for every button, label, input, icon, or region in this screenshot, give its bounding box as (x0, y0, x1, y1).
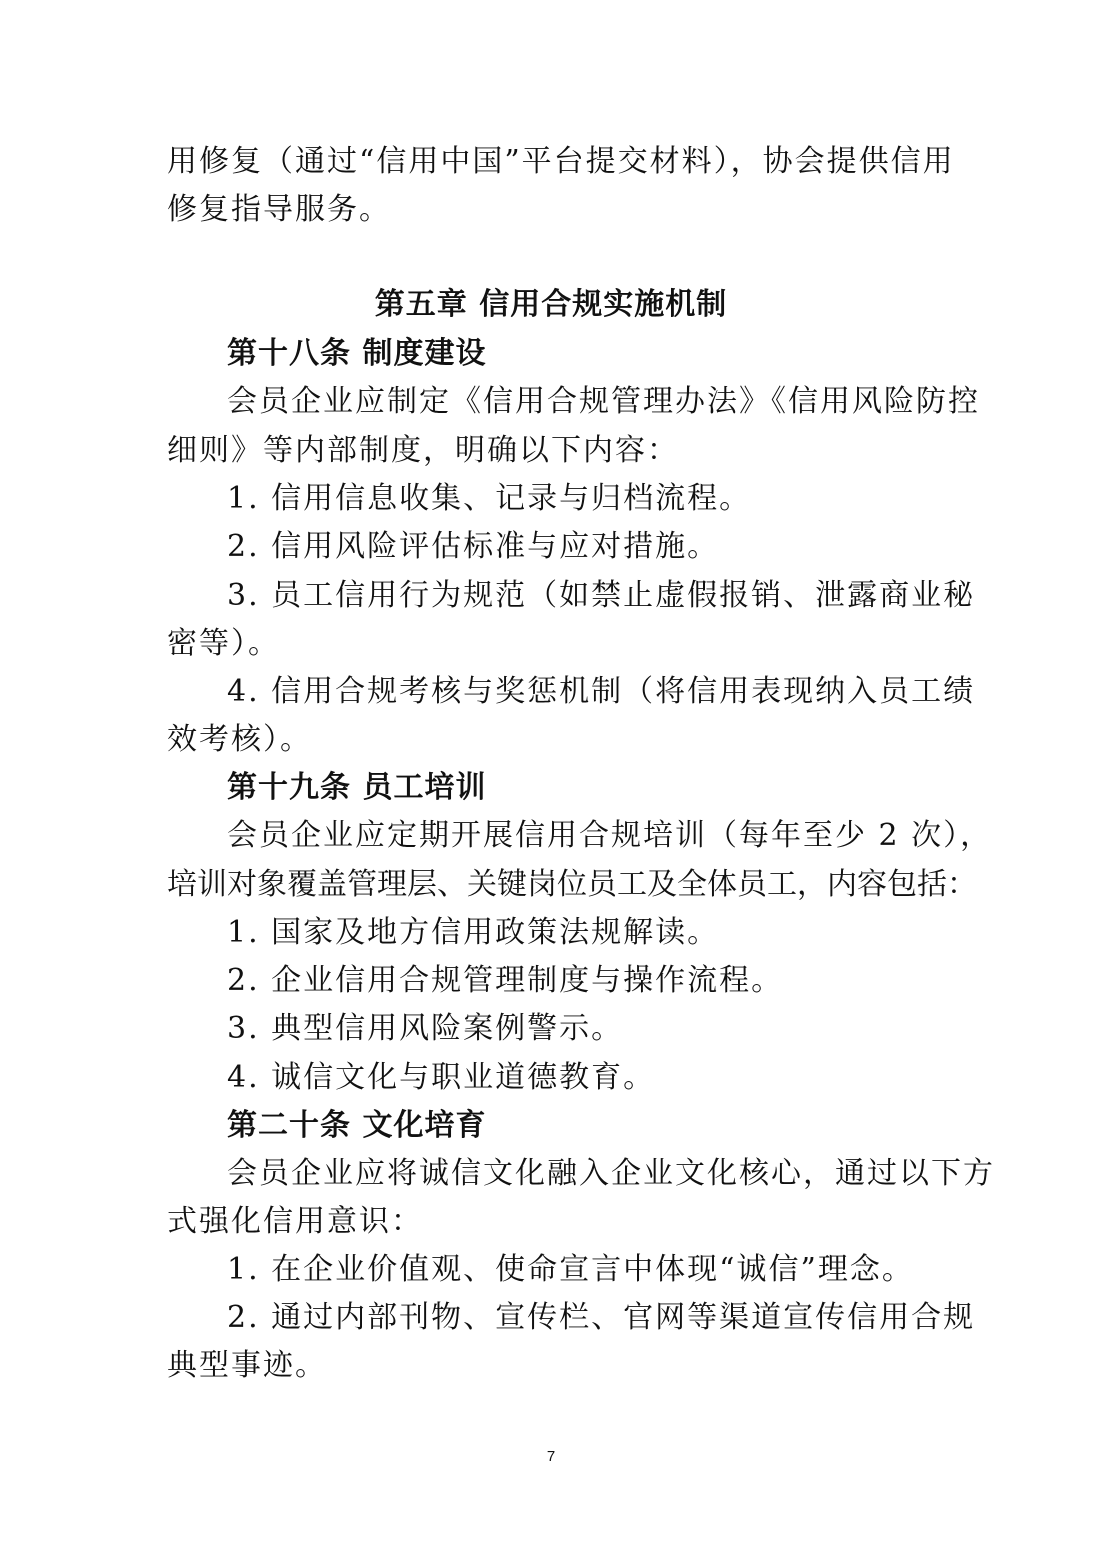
paragraph-line: 修复指导服务。 (167, 192, 391, 227)
paragraph-line: 细则》等内部制度，明确以下内容： (167, 433, 679, 468)
paragraph-line: 培训对象覆盖管理层、关键岗位员工及全体员工，内容包括： (167, 867, 977, 902)
paragraph-line: 会员企业应将诚信文化融入企业文化核心，通过以下方 (227, 1156, 995, 1191)
article-18-title: 第十八条 制度建设 (227, 336, 487, 371)
page-number: 7 (546, 1448, 556, 1465)
list-item: 4. 诚信文化与职业道德教育。 (227, 1060, 656, 1095)
article-20-title: 第二十条 文化培育 (227, 1108, 487, 1143)
chapter-title: 第五章 信用合规实施机制 (374, 287, 728, 322)
paragraph-line: 会员企业应定期开展信用合规培训（每年至少 2 次）， (227, 818, 993, 853)
paragraph-line: 式强化信用意识： (167, 1204, 423, 1239)
list-item: 3. 典型信用风险案例警示。 (227, 1011, 624, 1046)
list-item: 4. 信用合规考核与奖惩机制（将信用表现纳入员工绩 (227, 674, 976, 709)
paragraph-line: 用修复（通过“信用中国”平台提交材料），协会提供信用 (167, 144, 955, 179)
list-item-continuation: 典型事迹。 (167, 1348, 327, 1383)
list-item: 2. 通过内部刊物、宣传栏、官网等渠道宣传信用合规 (227, 1300, 976, 1335)
paragraph-line: 会员企业应制定《信用合规管理办法》《信用风险防控 (227, 384, 980, 419)
list-item: 1. 国家及地方信用政策法规解读。 (227, 915, 720, 950)
list-item-continuation: 效考核）。 (167, 722, 312, 757)
list-item: 1. 信用信息收集、记录与归档流程。 (227, 481, 752, 516)
list-item: 2. 企业信用合规管理制度与操作流程。 (227, 963, 784, 998)
list-item: 1. 在企业价值观、使命宣言中体现“诚信”理念。 (227, 1252, 914, 1287)
list-item: 3. 员工信用行为规范（如禁止虚假报销、泄露商业秘 (227, 578, 976, 613)
article-19-title: 第十九条 员工培训 (227, 770, 487, 805)
list-item-continuation: 密等）。 (167, 626, 280, 661)
list-item: 2. 信用风险评估标准与应对措施。 (227, 529, 720, 564)
